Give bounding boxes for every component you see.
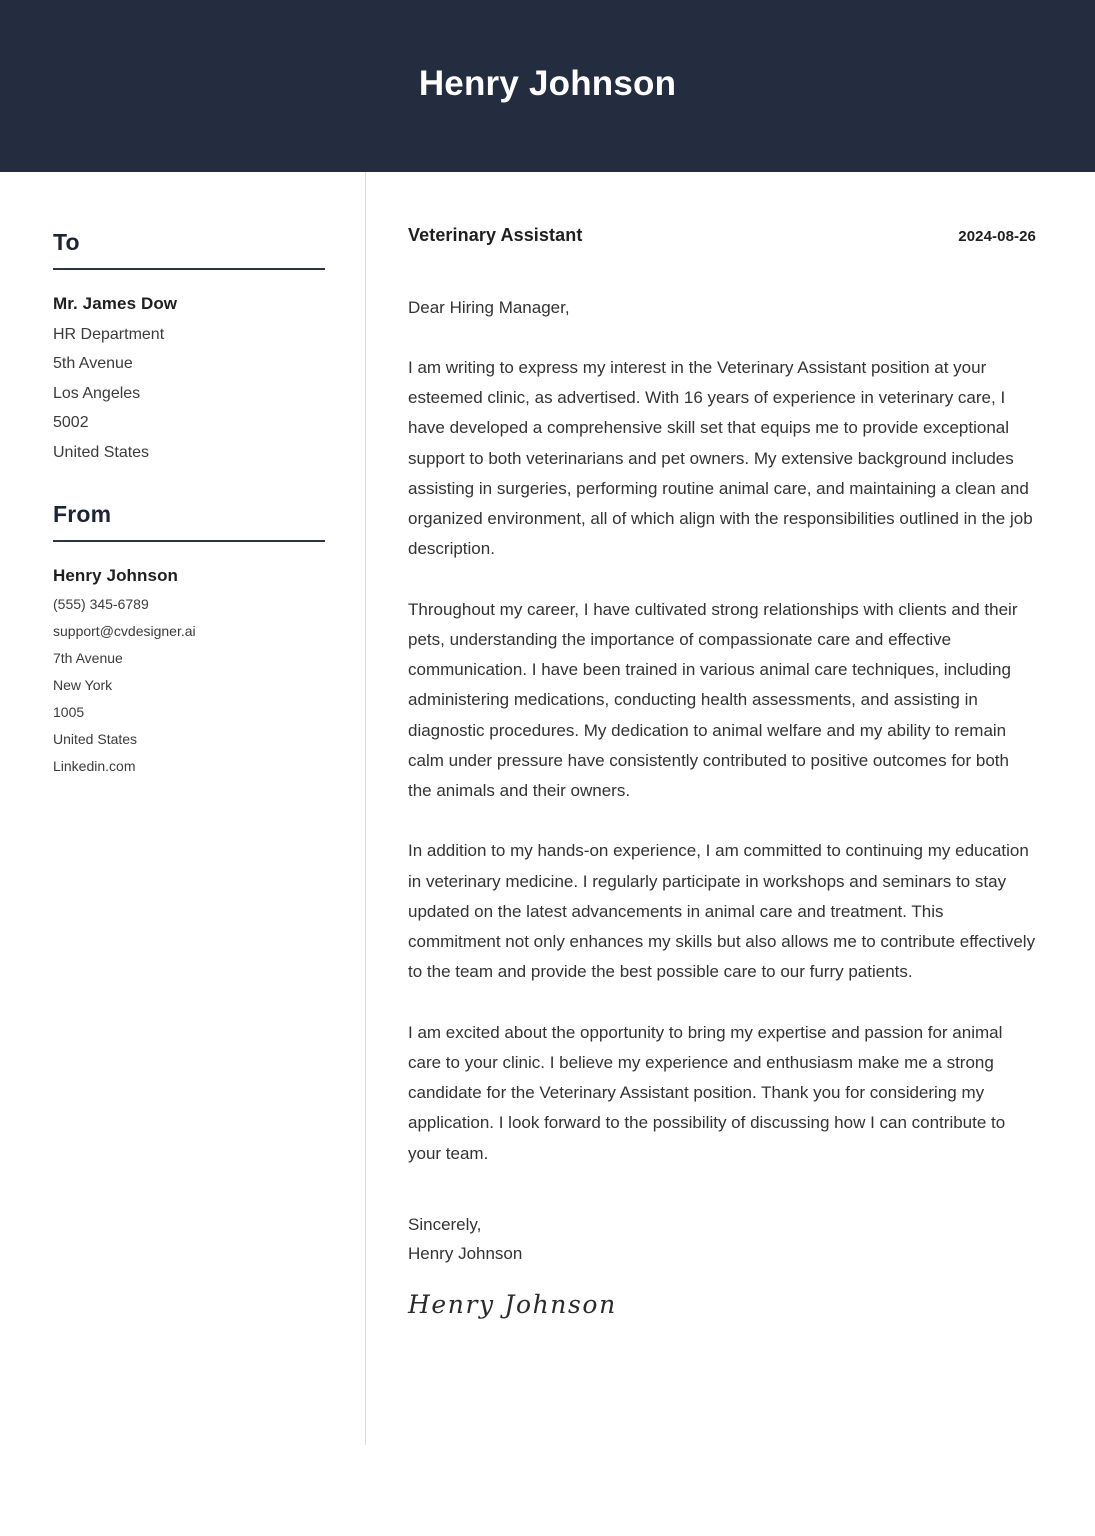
recipient-line: HR Department	[53, 325, 165, 343]
sender-email: support@cvdesigner.ai	[53, 622, 196, 639]
recipient-line: 5002	[53, 414, 89, 432]
sender-line: 1005	[53, 703, 85, 720]
sender-phone: (555) 345-6789	[53, 595, 149, 612]
letter-paragraph: I am excited about the opportunity to bring my expertise and passion for animal care to your clinic. I believe my experience and enthusiasm make me a strong candidate for the Veterinary Assistant position. Thank you for considering my application. I look forward to the possibility of discussing how I can contribute to your team.	[408, 1022, 1006, 1163]
sender-section	[53, 502, 325, 780]
to-heading-rule	[53, 268, 325, 270]
letter-header-row	[408, 225, 1036, 246]
letter-paragraph: Throughout my career, I have cultivated strong relationships with clients and their pets, understanding the importance of compassionate care and effective communication. I have been trained in various animal care techniques, including administering medications, conducting health assessments, and assisting in diagnostic procedures. My dedication to animal welfare and my ability to remain calm under pressure have consistently contributed to positive outcomes for both the animals and their owners.	[408, 599, 1018, 800]
signature: Henry Johnson	[408, 1290, 617, 1320]
letter-date: 2024-08-26	[958, 228, 1036, 245]
recipient-name: Mr. James Dow	[53, 294, 178, 314]
recipient-line: Los Angeles	[53, 384, 141, 402]
letter-body	[365, 172, 1095, 1320]
recipient-line: 5th Avenue	[53, 355, 133, 373]
closing-block	[408, 1210, 1036, 1268]
closing-salutation: Sincerely,	[408, 1214, 482, 1234]
closing-name: Henry Johnson	[408, 1243, 523, 1263]
sender-line: 7th Avenue	[53, 649, 123, 666]
from-heading-rule	[53, 540, 325, 542]
salutation: Dear Hiring Manager,	[408, 298, 570, 317]
letter-paragraph: In addition to my hands-on experience, I am committed to continuing my education in veterinary medicine. I regularly participate in workshops and seminars to stay updated on the latest advancements in animal care and treatment. This commitment not only enhances my skills but also allows me to contribute effectively to the team and provide the best possible care to our furry patients.	[408, 841, 1036, 982]
sender-website: Linkedin.com	[53, 757, 136, 774]
sender-line: United States	[53, 730, 138, 747]
sender-name: Henry Johnson	[53, 565, 179, 585]
column-divider	[365, 172, 366, 1445]
recipient-line: United States	[53, 443, 150, 461]
letter-page	[0, 172, 1095, 1320]
page-title: Henry Johnson	[418, 63, 677, 103]
from-heading: From	[53, 500, 112, 527]
job-title: Veterinary Assistant	[408, 225, 583, 245]
sender-line: New York	[53, 676, 113, 693]
letter-paragraph: I am writing to express my interest in the Veterinary Assistant position at your esteemed clinic, as advertised. With 16 years of experience in veterinary care, I have developed a comprehensive skill set that equips me to provide exceptional support to both veterinarians and pet owners. My extensive background includes assisting in surgeries, performing routine animal care, and maintaining a clean and organized environment, all of which align with the responsibilities outlined in the job description.	[408, 357, 1033, 559]
header-banner	[0, 0, 1095, 172]
to-heading: To	[53, 229, 80, 255]
recipient-section	[53, 230, 325, 468]
sidebar	[0, 172, 365, 780]
